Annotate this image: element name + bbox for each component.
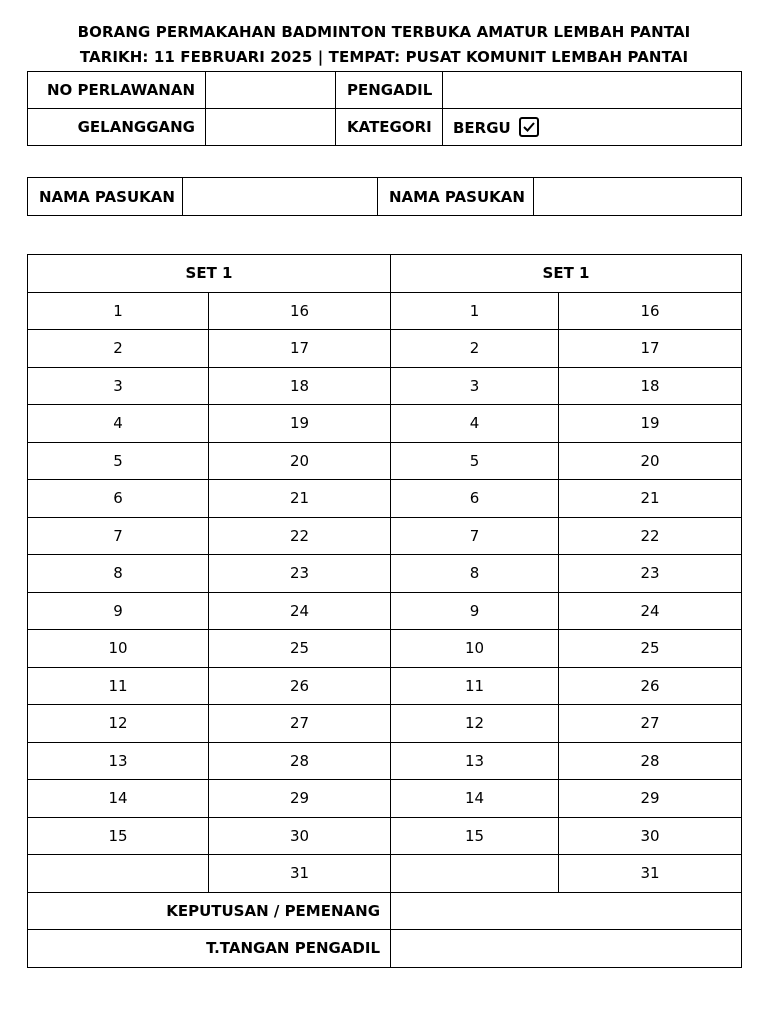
pengadil-field[interactable] bbox=[443, 72, 742, 109]
score-cell[interactable]: 25 bbox=[209, 630, 391, 668]
score-cell[interactable]: 12 bbox=[28, 705, 209, 743]
score-row bbox=[28, 517, 742, 555]
score-row bbox=[28, 742, 742, 780]
score-cell[interactable]: 3 bbox=[28, 367, 209, 405]
score-cell[interactable]: 14 bbox=[391, 780, 559, 818]
score-row bbox=[28, 555, 742, 593]
score-cell[interactable]: 17 bbox=[559, 330, 742, 368]
score-cell[interactable]: 20 bbox=[559, 442, 742, 480]
score-cell[interactable]: 19 bbox=[209, 405, 391, 443]
score-cell[interactable]: 28 bbox=[209, 742, 391, 780]
no-perlawanan-label: NO PERLAWANAN bbox=[28, 72, 206, 109]
score-cell[interactable]: 5 bbox=[28, 442, 209, 480]
gelanggang-field[interactable] bbox=[206, 109, 336, 146]
score-row bbox=[28, 705, 742, 743]
score-cell[interactable]: 5 bbox=[391, 442, 559, 480]
form-subtitle: TARIKH: 11 FEBRUARI 2025 | TEMPAT: PUSAT KOMUNIT LEMBAH PANTAI bbox=[79, 48, 689, 66]
score-cell[interactable]: 2 bbox=[391, 330, 559, 368]
team-names-table bbox=[27, 177, 742, 216]
score-cell[interactable]: 25 bbox=[559, 630, 742, 668]
score-cell[interactable]: 18 bbox=[209, 367, 391, 405]
score-cell[interactable]: 6 bbox=[28, 480, 209, 518]
score-row bbox=[28, 817, 742, 855]
score-cell[interactable]: 27 bbox=[209, 705, 391, 743]
no-perlawanan-field[interactable] bbox=[206, 72, 336, 109]
kategori-value: BERGU bbox=[453, 119, 511, 137]
keputusan-field[interactable] bbox=[391, 892, 742, 930]
kategori-field[interactable] bbox=[443, 109, 742, 146]
team2-label: NAMA PASUKAN bbox=[378, 178, 534, 216]
score-cell[interactable]: 22 bbox=[559, 517, 742, 555]
score-cell[interactable] bbox=[28, 855, 209, 893]
form-title: BORANG PERMAKAHAN BADMINTON TERBUKA AMATUR LEMBAH PANTAI bbox=[77, 23, 691, 41]
score-cell[interactable]: 15 bbox=[28, 817, 209, 855]
score-cell[interactable]: 9 bbox=[28, 592, 209, 630]
score-cell[interactable] bbox=[391, 855, 559, 893]
score-row bbox=[28, 667, 742, 705]
score-cell[interactable]: 23 bbox=[559, 555, 742, 593]
tandatangan-label: T.TANGAN PENGADIL bbox=[28, 930, 391, 968]
score-cell[interactable]: 26 bbox=[209, 667, 391, 705]
score-cell[interactable]: 7 bbox=[28, 517, 209, 555]
checkbox-checked-icon[interactable] bbox=[519, 117, 539, 137]
score-cell[interactable]: 9 bbox=[391, 592, 559, 630]
score-cell[interactable]: 4 bbox=[391, 405, 559, 443]
score-cell[interactable]: 20 bbox=[209, 442, 391, 480]
score-cell[interactable]: 23 bbox=[209, 555, 391, 593]
score-cell[interactable]: 11 bbox=[391, 667, 559, 705]
score-cell[interactable]: 13 bbox=[28, 742, 209, 780]
score-cell[interactable]: 2 bbox=[28, 330, 209, 368]
score-cell[interactable]: 1 bbox=[391, 292, 559, 330]
match-info-table bbox=[27, 71, 742, 146]
score-cell[interactable]: 26 bbox=[559, 667, 742, 705]
team1-name-field[interactable] bbox=[183, 178, 378, 216]
score-cell[interactable]: 30 bbox=[209, 817, 391, 855]
score-cell[interactable]: 3 bbox=[391, 367, 559, 405]
score-cell[interactable]: 4 bbox=[28, 405, 209, 443]
score-row bbox=[28, 592, 742, 630]
score-cell[interactable]: 11 bbox=[28, 667, 209, 705]
kategori-label: KATEGORI bbox=[336, 109, 443, 146]
score-cell[interactable]: 10 bbox=[391, 630, 559, 668]
score-cell[interactable]: 21 bbox=[559, 480, 742, 518]
tandatangan-field[interactable] bbox=[391, 930, 742, 968]
score-row bbox=[28, 442, 742, 480]
score-cell[interactable]: 6 bbox=[391, 480, 559, 518]
score-row bbox=[28, 405, 742, 443]
score-cell[interactable]: 31 bbox=[559, 855, 742, 893]
score-cell[interactable]: 31 bbox=[209, 855, 391, 893]
score-cell[interactable]: 18 bbox=[559, 367, 742, 405]
score-cell[interactable]: 24 bbox=[209, 592, 391, 630]
score-cell[interactable]: 17 bbox=[209, 330, 391, 368]
score-cell[interactable]: 8 bbox=[391, 555, 559, 593]
team2-name-field[interactable] bbox=[534, 178, 742, 216]
score-cell[interactable]: 14 bbox=[28, 780, 209, 818]
score-cell[interactable]: 21 bbox=[209, 480, 391, 518]
score-table bbox=[27, 254, 742, 968]
score-cell[interactable]: 22 bbox=[209, 517, 391, 555]
score-cell[interactable]: 30 bbox=[559, 817, 742, 855]
score-cell[interactable]: 8 bbox=[28, 555, 209, 593]
set-header-left: SET 1 bbox=[28, 255, 391, 293]
score-row bbox=[28, 330, 742, 368]
score-cell[interactable]: 19 bbox=[559, 405, 742, 443]
score-row bbox=[28, 630, 742, 668]
pengadil-label: PENGADIL bbox=[336, 72, 443, 109]
score-cell[interactable]: 10 bbox=[28, 630, 209, 668]
score-cell[interactable]: 12 bbox=[391, 705, 559, 743]
score-cell[interactable]: 29 bbox=[209, 780, 391, 818]
score-row bbox=[28, 480, 742, 518]
score-cell[interactable]: 27 bbox=[559, 705, 742, 743]
score-cell[interactable]: 15 bbox=[391, 817, 559, 855]
score-cell[interactable]: 24 bbox=[559, 592, 742, 630]
score-cell[interactable]: 16 bbox=[209, 292, 391, 330]
team1-label: NAMA PASUKAN bbox=[28, 178, 183, 216]
set-header-right: SET 1 bbox=[391, 255, 742, 293]
score-row bbox=[28, 855, 742, 893]
score-row bbox=[28, 780, 742, 818]
score-cell[interactable]: 29 bbox=[559, 780, 742, 818]
gelanggang-label: GELANGGANG bbox=[28, 109, 206, 146]
score-row bbox=[28, 367, 742, 405]
score-cell[interactable]: 16 bbox=[559, 292, 742, 330]
score-cell[interactable]: 28 bbox=[559, 742, 742, 780]
score-cell[interactable]: 7 bbox=[391, 517, 559, 555]
keputusan-label: KEPUTUSAN / PEMENANG bbox=[28, 892, 391, 930]
score-row bbox=[28, 292, 742, 330]
score-cell[interactable]: 1 bbox=[28, 292, 209, 330]
score-cell[interactable]: 13 bbox=[391, 742, 559, 780]
